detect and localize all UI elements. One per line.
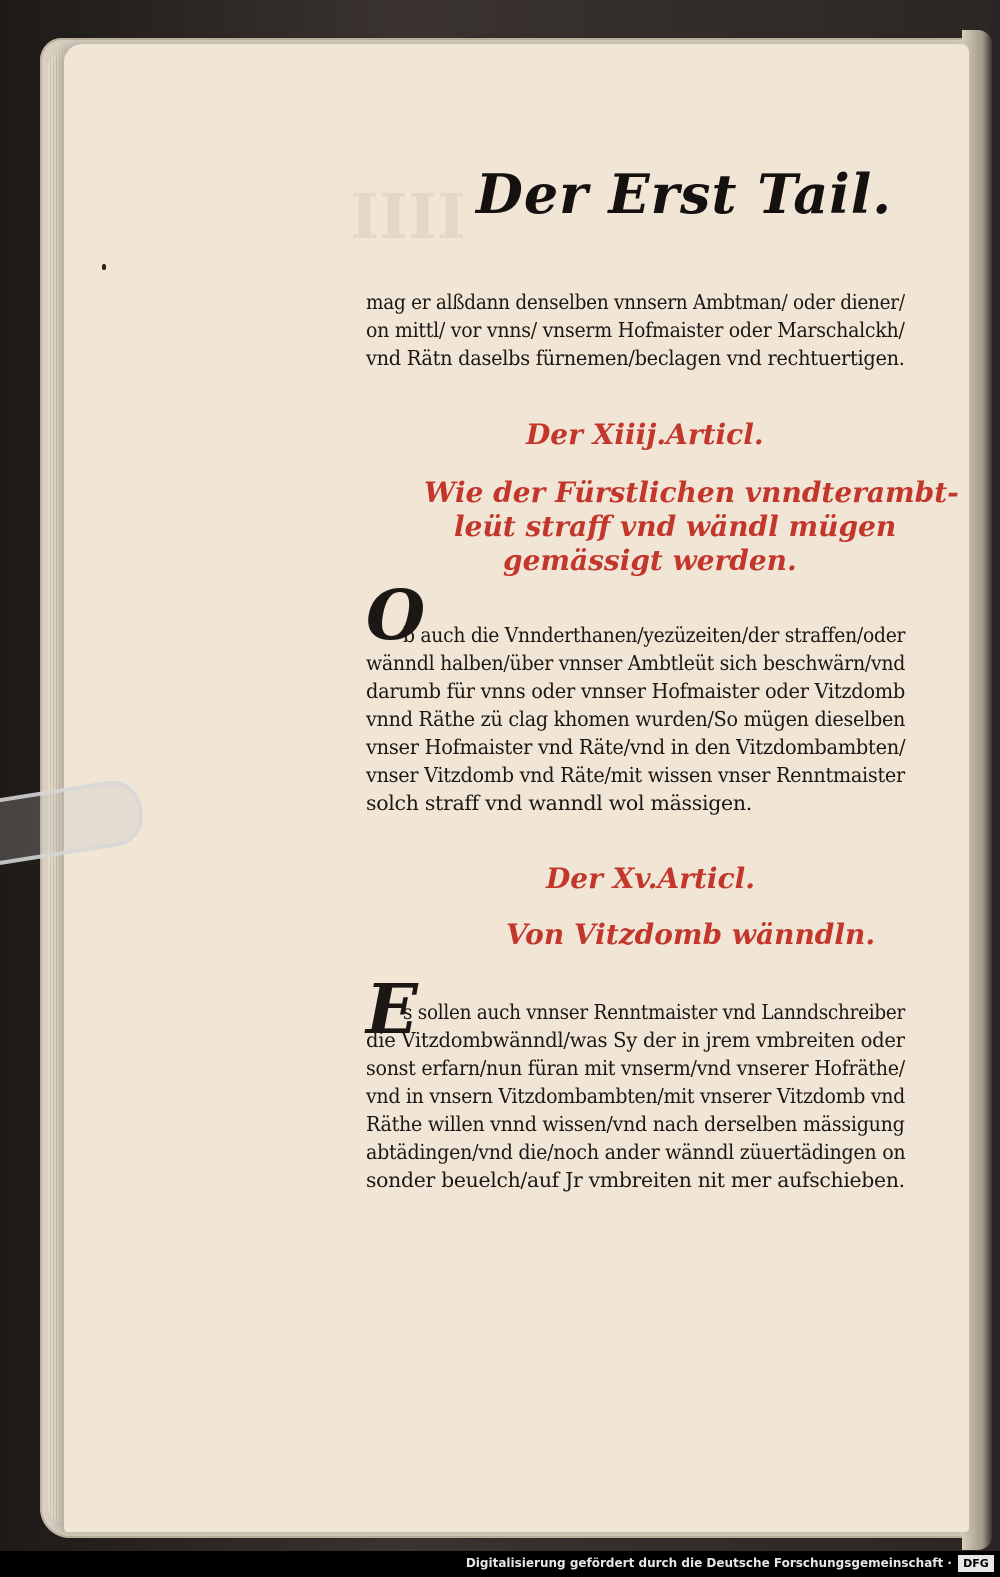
dfg-logo-icon: DFG: [958, 1555, 994, 1572]
text-line: sonder beuelch/auf Jr vmbreiten nit mer aufschieben.: [366, 1168, 905, 1192]
text-line: vnd Rätn daselbs fürnemen/beclagen vnd rechtuertigen.: [366, 346, 905, 370]
book-page: [64, 44, 969, 1532]
article-title-15: Der Xv.Articl.: [546, 862, 756, 895]
text-line: wänndl halben/über vnnser Ambtleüt sich beschwärn/vnd: [366, 651, 906, 675]
text-line: s sollen auch vnnser Renntmaister vnd Lanndschreiber: [403, 1000, 906, 1024]
text-line: die Vitzdombwänndl/was Sy der in jrem vmbreiten oder: [366, 1028, 905, 1052]
text-line: vnser Vitzdomb vnd Räte/mit wissen vnser Renntmaister: [366, 763, 905, 787]
article-subtitle-line: gemässigt werden.: [503, 544, 797, 577]
article-subtitle-line: leüt straff vnd wändl mügen: [454, 510, 897, 543]
page-heading: Der Erst Tail.: [476, 162, 893, 226]
dropcap-o: O: [366, 576, 426, 656]
text-line: vnser Hofmaister vnd Räte/vnd in den Vitzdombambten/: [366, 735, 906, 759]
text-line: vnnd Räthe zü clag khomen wurden/So mügen dieselben: [366, 707, 906, 731]
bleed-through-folio: IIII: [350, 180, 467, 253]
text-line: on mittl/ vor vnns/ vnserm Hofmaister oder Marschalckh/: [366, 318, 905, 342]
text-line: sonst erfarn/nun füran mit vnserm/vnd vnserer Hofräthe/: [366, 1056, 905, 1080]
article-title-14: Der Xiiij.Articl.: [526, 418, 764, 451]
footer-bar: [0, 1551, 1000, 1577]
dropcap-e: E: [366, 970, 418, 1050]
text-line: abtädingen/vnd die/noch ander wänndl züuertädingen on: [366, 1140, 906, 1164]
text-line: mag er alßdann denselben vnnsern Ambtman/ oder diener/: [366, 290, 905, 314]
article-subtitle-line: Wie der Fürstlichen vnndterambt-: [424, 476, 959, 509]
article-subtitle: Von Vitzdomb wänndln.: [506, 918, 876, 951]
footer-credit: Digitalisierung gefördert durch die Deutsche Forschungsgemeinschaft ·: [465, 1556, 952, 1570]
text-line: Räthe willen vnnd wissen/vnd nach derselben mässigung: [366, 1112, 905, 1136]
text-line: solch straff vnd wanndl wol mässigen.: [366, 791, 752, 815]
text-line: vnd in vnsern Vitzdombambten/mit vnserer Vitzdomb vnd: [366, 1084, 906, 1108]
text-line: b auch die Vnnderthanen/yezüzeiten/der straffen/oder: [403, 623, 906, 647]
text-line: darumb für vnns oder vnnser Hofmaister oder Vitzdomb: [366, 679, 906, 703]
ink-spot: [102, 264, 106, 270]
